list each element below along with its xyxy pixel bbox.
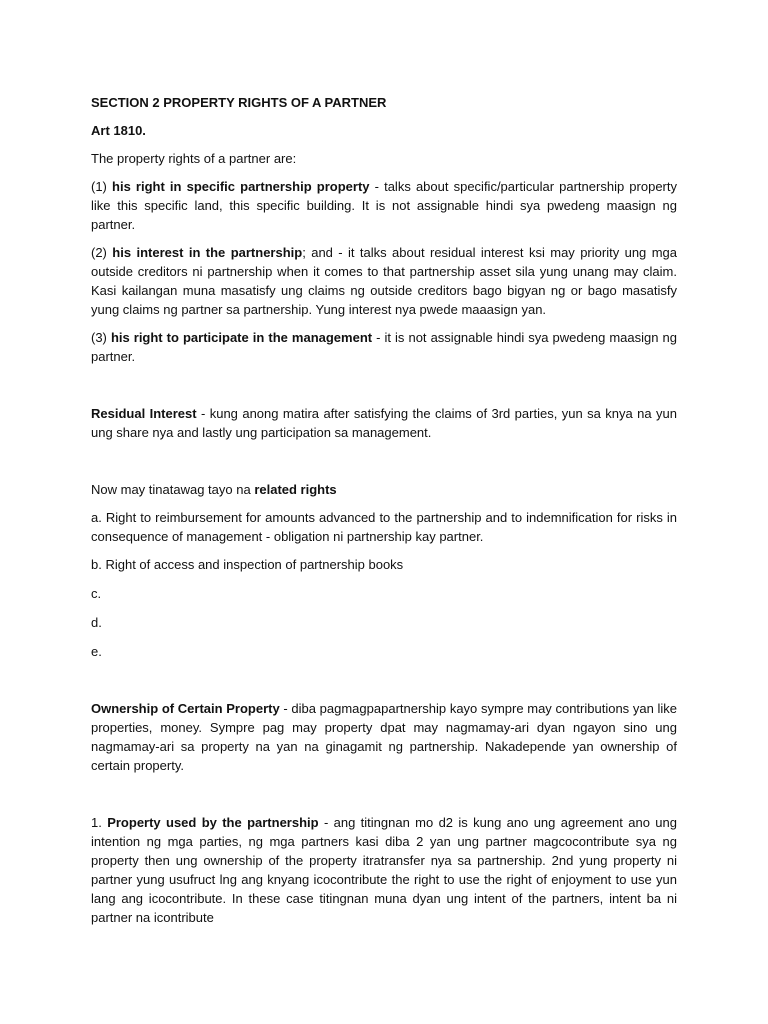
ownership-term: Ownership of Certain Property [91,701,280,716]
intro-paragraph: The property rights of a partner are: [91,151,297,166]
related-rights-heading: Now may tinatawag tayo na related rights [91,482,337,497]
residual-term: Residual Interest [91,406,197,421]
right-term: his interest in the partnership [112,245,303,260]
related-right-b: b. Right of access and inspection of partnership books [91,557,404,572]
related-right-c: c. [91,586,102,601]
right-item-2: (2) his interest in the partnership; and - it talks about residual interest ksi may priority ung mga outside creditors ni partnership when it comes to that partnership asset sila yung unang may claim. Kasi kailangan muna masatisfy ung claims ng outside creditors bago bigyan ng or bago masatisfy yung claims ng partner sa partnership. Yung interest nya pwede maaasign yan. [91,245,677,317]
right-item-1: (1) his right in specific partnership property - talks about specific/particular partnership property like this specific land, this specific building. It is not assignable hindi sya pwedeng maasign ng partner. [91,179,677,232]
ownership-paragraph: Ownership of Certain Property - diba pagmagpapartnership kayo sympre may contributions yan like properties, money. Sympre pag may property dpat may nagmamay-ari dyan ngayon sino ung nagmamay-ari sa property na yan na ginagamit ng partnership. Nakadepende yan ownership of certain property. [91,701,677,773]
residual-interest-paragraph: Residual Interest - kung anong matira after satisfying the claims of 3rd parties, yun sa knya na yun ung share nya and lastly ung participation sa management. [91,406,677,440]
related-right-e: e. [91,644,102,659]
right-term: his right to participate in the management [110,330,373,345]
related-right-a: a. Right to reimbursement for amounts advanced to the partnership and to indemnification for risks in consequence of management - obligation ni partnership kay partner. [91,510,677,544]
property-used-term: Property used by the partnership [107,815,319,830]
right-item-3: (3) his right to participate in the management - it is not assignable hindi sya pwedeng maasign ng partner. [91,330,677,364]
related-right-d: d. [91,615,102,630]
document-body [91,93,677,927]
section-title: SECTION 2 PROPERTY RIGHTS OF A PARTNER [91,95,387,110]
right-term: his right in specific partnership property [112,179,370,194]
article-number: Art 1810. [91,123,146,138]
property-used-paragraph: 1. Property used by the partnership - ang titingnan mo d2 is kung ano ung agreement ano ung intention ng mga parties, ng mga partners kasi diba 2 yan ung partner magcocontribute sya ng property then ung ownership of the property itratransfer nya sa partnership. 2nd yung property ni partner yung usufruct lng ang knyang icocontribute the right to use the right of enjoyment to use yun lang ang icocontribute. In these case titingnan muna dyan ung intent of the partners, intent ba ni partner na icontribute [91,815,677,925]
